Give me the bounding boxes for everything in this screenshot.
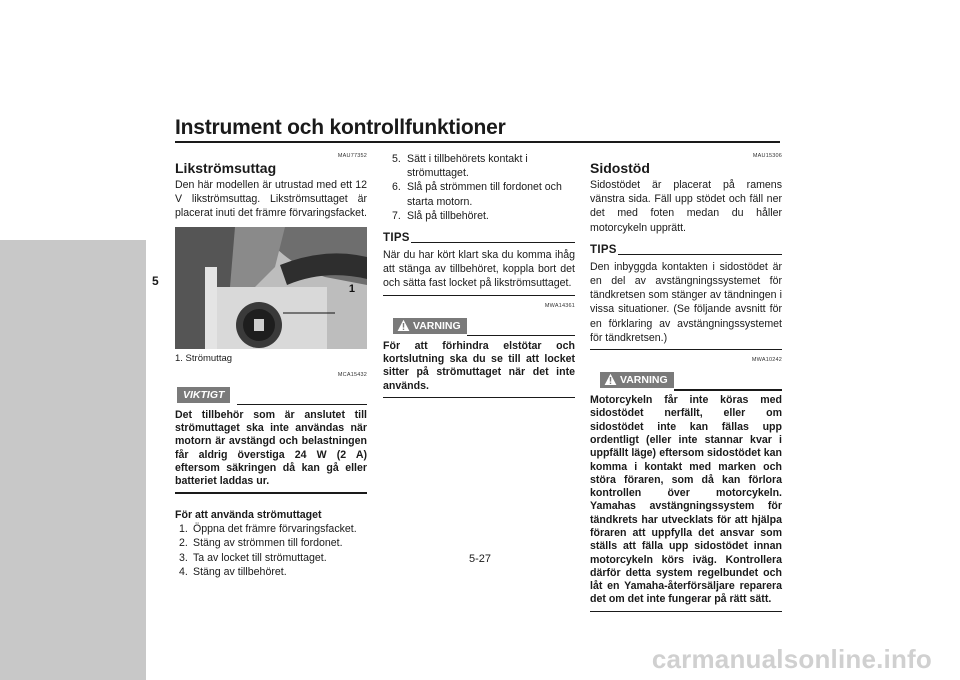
warning-rule xyxy=(467,335,575,337)
notice-banner xyxy=(175,387,367,405)
warning-rule xyxy=(674,389,782,391)
list-item: 7. Slå på tillbehöret. xyxy=(392,209,489,222)
photo-callout-number: 1 xyxy=(348,282,355,295)
list-item: 2. Stäng av strömmen till fordonet. xyxy=(179,537,343,550)
warning-triangle-icon xyxy=(397,319,410,332)
warning-label: VARNING xyxy=(413,319,461,332)
tips-text: Den inbyggda kontakten i sidostödet är en del av avstängningssystemet för tändkretsen som stänger av tändningen i vissa situationer. (Se följande avsnitt för en förklaring av avstängningssystemet för tändkretsen.) xyxy=(590,260,782,344)
tips-end-rule xyxy=(383,295,575,296)
list-item: 5. Sätt i tillbehörets kontakt i strömuttaget. xyxy=(392,153,528,180)
page-number: 5-27 xyxy=(468,553,492,565)
warning-text: För att förhindra elstötar och kortslutning ska du se till att locket sitter på strömuttaget när det inte används. xyxy=(383,339,575,392)
column-3 xyxy=(590,152,782,612)
intro-text: Sidostödet är placerat på ramens vänstra sida. Fäll upp stödet och fäll ner det med foten medan du håller motorcykeln upprätt. xyxy=(590,179,782,234)
notice-rule xyxy=(237,404,367,406)
intro-text: Den här modellen är utrustad med ett 12 V likströmsuttag. Likströmsuttaget är placerat inuti det främre förvaringsfacket. xyxy=(175,179,367,220)
warning-code: MWA10242 xyxy=(751,357,782,364)
tips-heading xyxy=(590,243,782,257)
notice-code: MCA15432 xyxy=(337,371,367,378)
tips-text: När du har kört klart ska du komma ihåg att stänga av tillbehöret, koppla bort det och sätta fast locket på likströmsuttaget. xyxy=(383,249,575,290)
warning-end-rule xyxy=(590,611,782,613)
notice-label: VIKTIGT xyxy=(177,387,230,403)
photo-caption: 1. Strömuttag xyxy=(175,352,233,364)
usage-steps-list xyxy=(175,522,367,579)
page-title: Instrument och kontrollfunktioner xyxy=(175,116,506,139)
warning-label-box xyxy=(600,372,674,388)
tips-rule xyxy=(411,242,575,243)
warning-end-rule xyxy=(383,397,575,399)
warning-triangle-icon xyxy=(604,373,617,386)
usage-subheading: För att använda strömuttaget xyxy=(175,508,322,521)
list-item: 4. Stäng av tillbehöret. xyxy=(179,565,287,578)
section-code: MAU77352 xyxy=(337,153,367,159)
watermark: carmanualsonline.info xyxy=(651,644,932,674)
usage-steps-list-continued xyxy=(383,152,575,223)
column-2 xyxy=(383,152,575,398)
section-code: MAU15306 xyxy=(752,153,782,159)
list-item: 6. Slå på strömmen till fordonet och starta motorn. xyxy=(392,181,562,208)
warning-code: MWA14361 xyxy=(544,302,575,309)
chapter-number: 5 xyxy=(152,274,159,288)
dc-outlet-illustration xyxy=(175,227,367,349)
tips-rule xyxy=(618,254,782,255)
dc-outlet-photo xyxy=(175,227,367,349)
section-heading-dc-outlet: Likströmsuttag xyxy=(175,160,277,176)
notice-end-rule xyxy=(175,492,367,494)
warning-banner xyxy=(590,372,782,390)
warning-banner xyxy=(383,318,575,336)
warning-label-box xyxy=(393,318,467,334)
column-1 xyxy=(175,152,367,579)
title-rule xyxy=(175,141,780,143)
list-item: 3. Ta av locket till strömuttaget. xyxy=(179,551,327,564)
tips-heading xyxy=(383,231,575,245)
warning-text: Motorcykeln får inte köras med sidostödet nerfällt, eller om sidostödet inte kan fällas upp ordentligt (eller inte stannar kvar i uppfällt läge) eftersom sidostödet kan komma i kontakt med marken och störa föraren, som då kan förlora kontrollen över motorcykeln. Yamahas avstängningssystem för tändkrets har utvecklats för att hjälpa föraren att uppfylla det ansvar som ställs att fälla upp sidostödet innan motorcykeln körs iväg. Kontrollera därför detta system regelbundet och låt en Yamaha-återförsäljare reparera det om det inte fungerar på rätt sätt. xyxy=(590,394,782,606)
section-heading-sidestand: Sidostöd xyxy=(590,160,650,176)
notice-text: Det tillbehör som är anslutet till strömuttaget ska inte användas när motorn är avstängd och belastningen får aldrig överstiga 24 W (2 A) eftersom säkringen då kan gå eller batteriet laddas ur. xyxy=(175,408,367,488)
warning-label: VARNING xyxy=(620,374,668,387)
chapter-tab xyxy=(0,240,146,680)
list-item: 1. Öppna det främre förvaringsfacket. xyxy=(179,523,357,536)
tips-end-rule xyxy=(590,349,782,350)
tips-label: TIPS xyxy=(383,232,410,245)
tips-label: TIPS xyxy=(590,243,617,256)
